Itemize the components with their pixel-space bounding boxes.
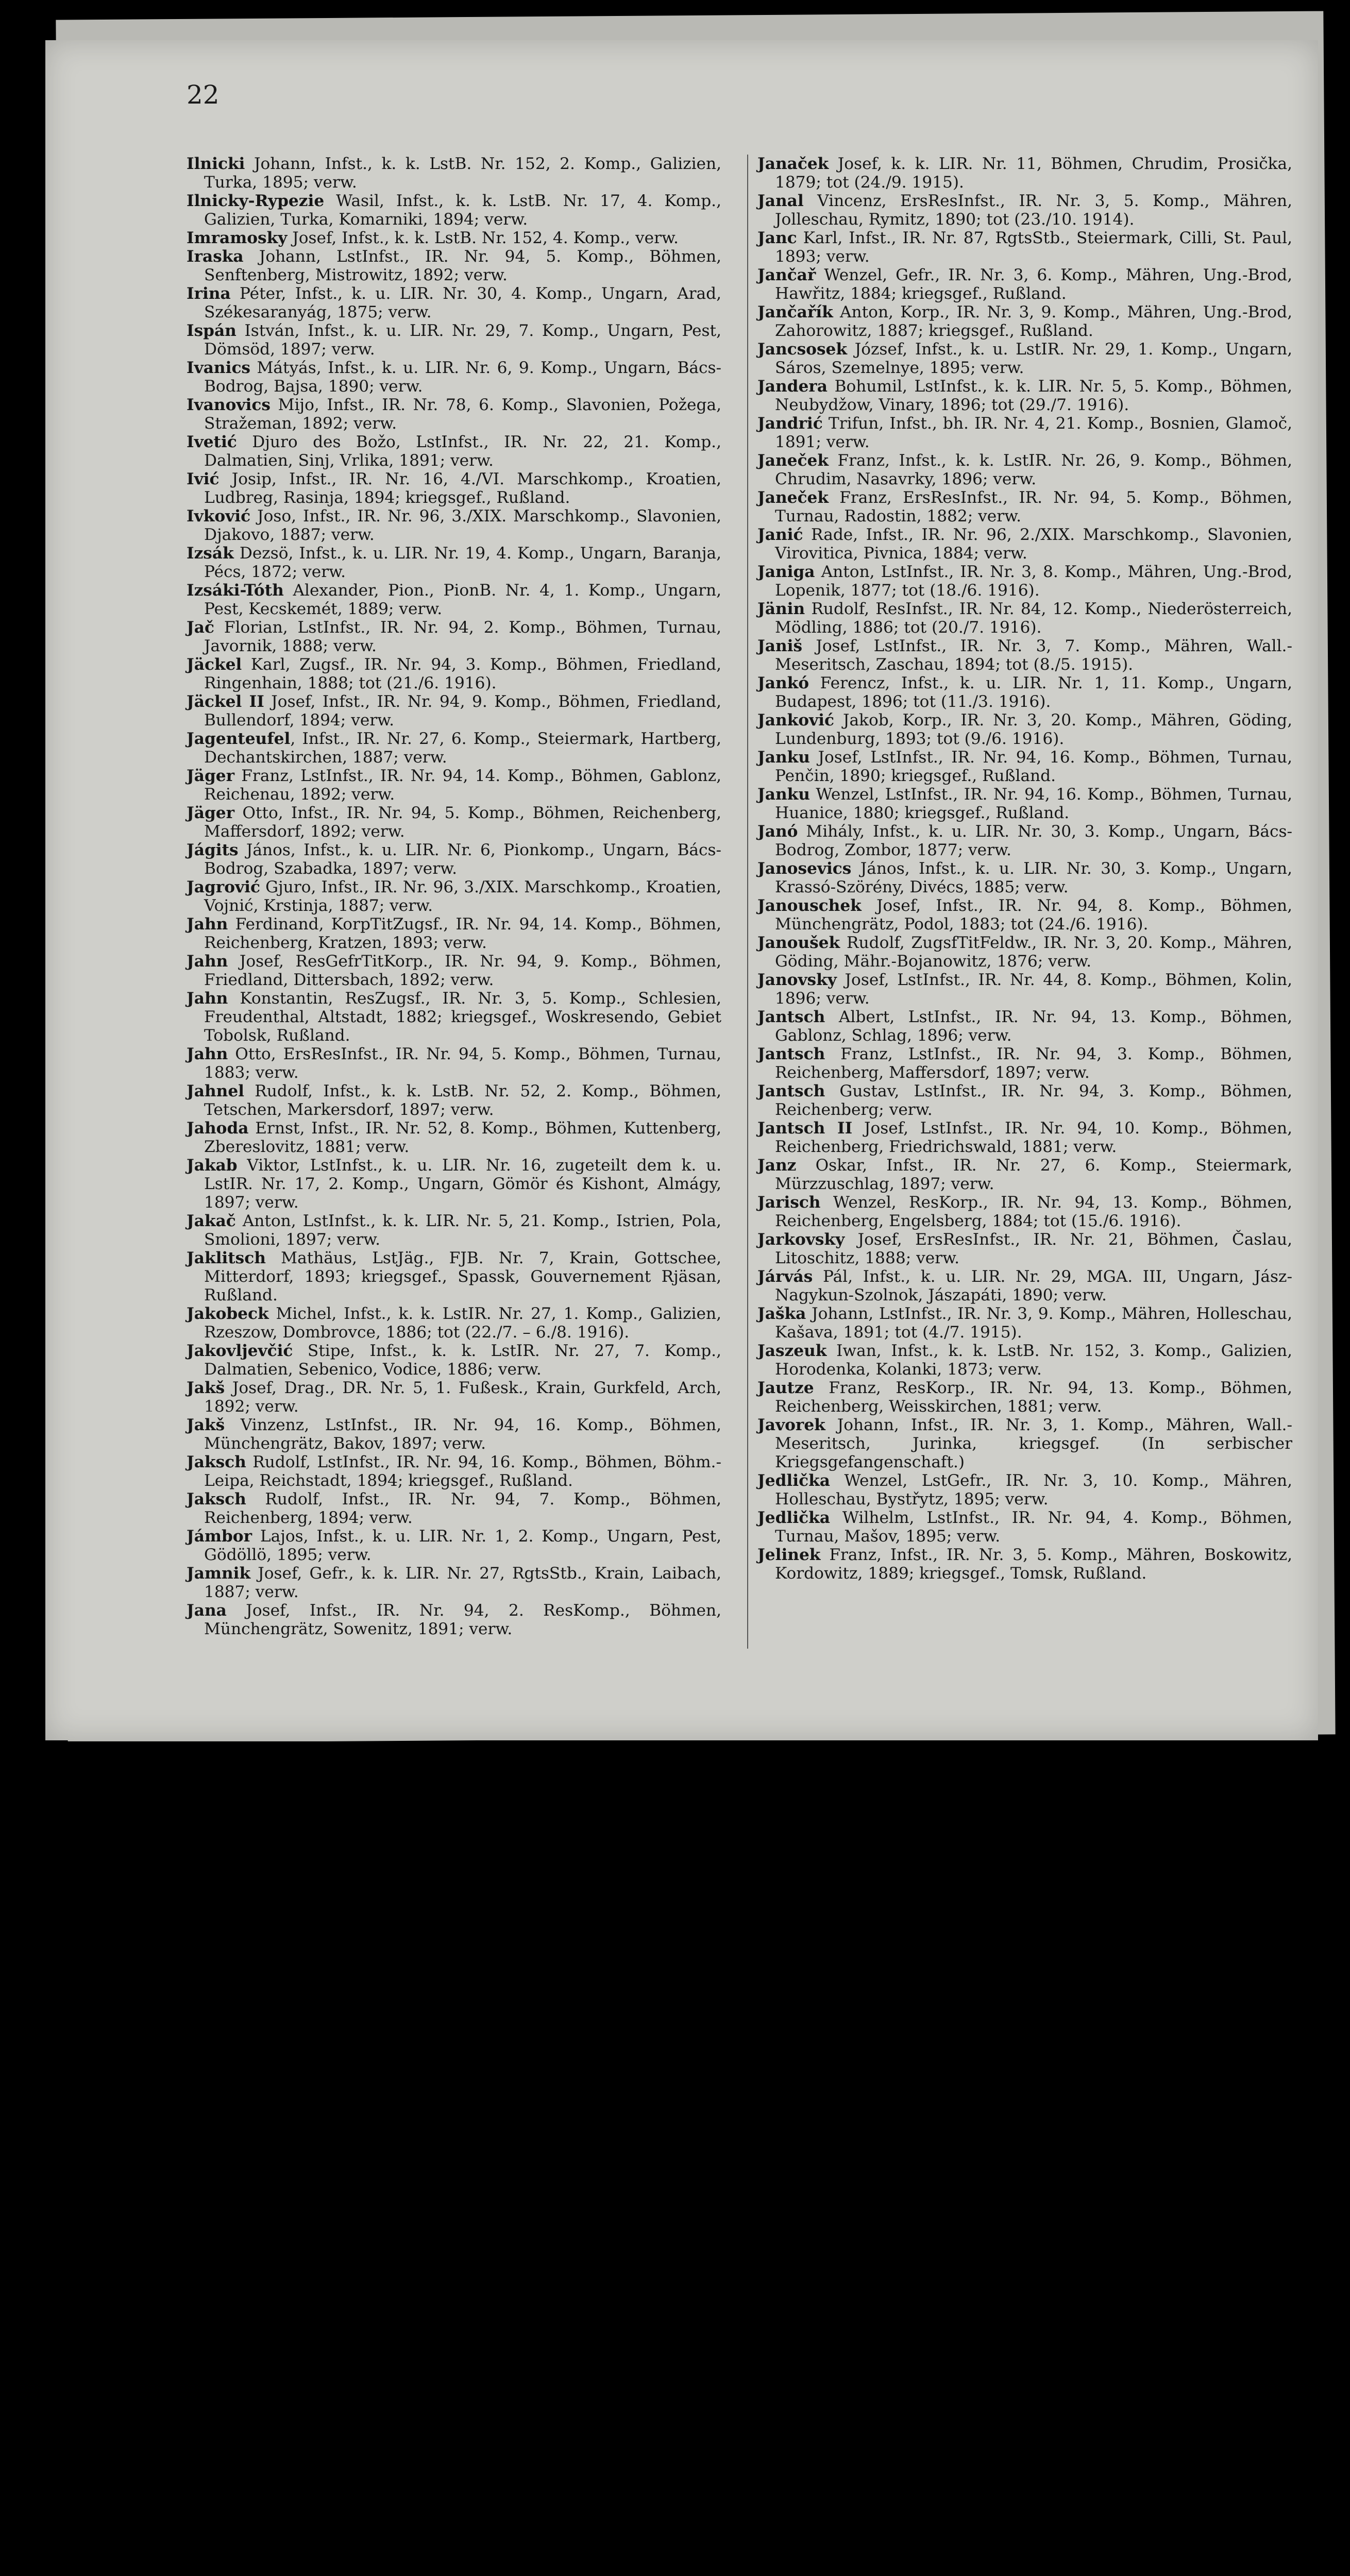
entry-surname: Jandera xyxy=(757,377,828,396)
entry-surname: Janeček xyxy=(757,451,829,470)
entry-details: Johann, Infst., IR. Nr. 3, 1. Komp., Mähren, Wall.-Meseritsch, Jurinka, kriegsgef. (In serbischer Kriegsgefangenschaft.) xyxy=(775,1416,1292,1471)
register-entry xyxy=(187,841,721,878)
entry-surname: Jač xyxy=(187,618,214,637)
entry-surname: Ivić xyxy=(187,470,220,488)
entry-details: Oskar, Infst., IR. Nr. 27, 6. Komp., Steiermark, Mürzzuschlag, 1897; verw. xyxy=(775,1156,1292,1193)
register-entry xyxy=(187,1156,721,1212)
entry-details: Josef, Infst., IR. Nr. 94, 9. Komp., Böhmen, Friedland, Bullendorf, 1894; verw. xyxy=(204,692,722,730)
register-entry xyxy=(757,303,1292,340)
register-entry xyxy=(187,1045,721,1082)
entry-details: Trifun, Infst., bh. IR. Nr. 4, 21. Komp., Bosnien, Glamoč, 1891; verw. xyxy=(775,414,1292,451)
entry-details: Vincenz, ErsResInfst., IR. Nr. 3, 5. Komp., Mähren, Jolleschau, Rymitz, 1890; tot (23./10. 1914). xyxy=(775,192,1292,229)
entry-surname: Jankó xyxy=(757,674,809,692)
entry-details: Vinzenz, LstInfst., IR. Nr. 94, 16. Komp., Böhmen, Münchengrätz, Bakov, 1897; verw. xyxy=(204,1416,721,1453)
entry-details: Otto, Infst., IR. Nr. 94, 5. Komp., Böhmen, Reichenberg, Maffersdorf, 1892; verw. xyxy=(204,804,721,841)
page-number: 22 xyxy=(187,80,220,110)
register-entry xyxy=(757,451,1292,488)
entry-details: Michel, Infst., k. k. LstIR. Nr. 27, 1. Komp., Galizien, Rzeszow, Dombrovce, 1886; tot (22./7. – 6./8. 1916). xyxy=(204,1304,721,1342)
entry-details: Rade, Infst., IR. Nr. 96, 2./XIX. Marschkomp., Slavonien, Virovitica, Pivnica, 1884; verw. xyxy=(775,526,1292,563)
register-entry xyxy=(187,470,721,507)
entry-surname: Irina xyxy=(187,284,231,303)
entry-surname: Jakobeck xyxy=(187,1304,269,1323)
register-entry xyxy=(187,321,721,359)
entry-surname: Javorek xyxy=(757,1416,825,1434)
entry-surname: Jedlička xyxy=(757,1509,830,1527)
entry-surname: Jäger xyxy=(187,804,235,822)
register-entry xyxy=(187,730,721,767)
entry-surname: Jaksch xyxy=(187,1490,246,1509)
register-entry xyxy=(187,989,721,1045)
register-entry xyxy=(757,600,1292,637)
register-entry xyxy=(757,414,1292,451)
entry-details: Josef, Infst., IR. Nr. 94, 8. Komp., Böhmen, Münchengrätz, Podol, 1883; tot (24./6. 1916). xyxy=(775,896,1292,934)
entry-details: Mathäus, LstJäg., FJB. Nr. 7, Krain, Gottschee, Mitterdorf, 1893; kriegsgef., Spassk, Gouvernement Rjäsan, Rußland. xyxy=(204,1249,721,1304)
entry-details: Franz, LstInfst., IR. Nr. 94, 14. Komp., Böhmen, Gablonz, Reichenau, 1892; verw. xyxy=(204,767,721,804)
entry-surname: Jaszeuk xyxy=(757,1342,827,1360)
entry-details: Stipe, Infst., k. k. LstIR. Nr. 27, 7. Komp., Dalmatien, Sebenico, Vodice, 1886; verw. xyxy=(204,1342,721,1379)
entry-details: Franz, LstInfst., IR. Nr. 94, 3. Komp., Böhmen, Reichenberg, Maffersdorf, 1897; verw. xyxy=(775,1045,1292,1082)
entry-details: Péter, Infst., k. u. LIR. Nr. 30, 4. Komp., Ungarn, Arad, Székesaranyág, 1875; verw. xyxy=(204,284,721,321)
register-entry xyxy=(757,859,1292,896)
register-entry xyxy=(187,1527,721,1564)
entry-details: Johann, LstInfst., IR. Nr. 3, 9. Komp., Mähren, Holleschau, Kašava, 1891; tot (4./7. 1915). xyxy=(775,1304,1292,1342)
entry-surname: Jágits xyxy=(187,841,239,859)
entry-surname: Jaška xyxy=(757,1304,806,1323)
entry-surname: Ivković xyxy=(187,507,251,526)
entry-details: Wenzel, LstGefr., IR. Nr. 3, 10. Komp., Mähren, Holleschau, Bystřytz, 1895; verw. xyxy=(775,1471,1292,1509)
register-entry xyxy=(187,1601,721,1638)
entry-surname: Jandrić xyxy=(757,414,823,433)
register-entry xyxy=(757,526,1292,563)
entry-surname: Jänin xyxy=(757,600,805,618)
register-entry xyxy=(757,563,1292,600)
entry-surname: Jäckel xyxy=(187,655,242,674)
entry-details: Franz, Infst., k. k. LstIR. Nr. 26, 9. Komp., Böhmen, Chrudim, Nasavrky, 1896; verw. xyxy=(775,451,1292,488)
entry-surname: Janal xyxy=(757,192,804,210)
entry-surname: Izsáki-Tóth xyxy=(187,581,284,600)
entry-surname: Janoušek xyxy=(757,934,840,952)
entry-surname: Ispán xyxy=(187,321,237,340)
entry-details: Viktor, LstInfst., k. u. LIR. Nr. 16, zugeteilt dem k. u. LstIR. Nr. 17, 2. Komp., Ungarn, Gömör és Kishont, Almágy, 1897; verw. xyxy=(204,1156,721,1212)
entry-details: Mijo, Infst., IR. Nr. 78, 6. Komp., Slavonien, Požega, Stražeman, 1892; verw. xyxy=(204,396,721,433)
entry-surname: Jamnik xyxy=(187,1564,251,1583)
entry-surname: Janiš xyxy=(757,637,803,655)
entry-details: Josef, LstInfst., IR. Nr. 94, 10. Komp., Böhmen, Reichenberg, Friedrichswald, 1881; verw. xyxy=(775,1119,1292,1156)
register-entry xyxy=(757,377,1292,414)
register-entry xyxy=(757,340,1292,377)
entry-surname: Jantsch II xyxy=(757,1119,853,1138)
entry-surname: Jantsch xyxy=(757,1008,825,1026)
register-entry xyxy=(757,674,1292,711)
entry-details: József, Infst., k. u. LstIR. Nr. 29, 1. Komp., Ungarn, Sáros, Szemelnye, 1895; verw. xyxy=(775,340,1292,377)
entry-details: Iwan, Infst., k. k. LstB. Nr. 152, 3. Komp., Galizien, Horodenka, Kolanki, 1873; verw. xyxy=(775,1342,1292,1379)
entry-details: Rudolf, LstInfst., IR. Nr. 94, 16. Komp., Böhmen, Böhm.-Leipa, Reichstadt, 1894; kriegsgef., Rußland. xyxy=(204,1453,721,1490)
entry-details: Karl, Zugsf., IR. Nr. 94, 3. Komp., Böhmen, Friedland, Ringenhain, 1888; tot (21./6. 1916). xyxy=(204,655,721,692)
register-entry xyxy=(757,192,1292,229)
entry-surname: Jámbor xyxy=(187,1527,252,1546)
entry-surname: Jarkovsky xyxy=(757,1230,845,1249)
entry-details: Rudolf, Infst., k. k. LstB. Nr. 52, 2. Komp., Böhmen, Tetschen, Markersdorf, 1897; verw. xyxy=(204,1082,721,1119)
entry-details: Franz, ErsResInfst., IR. Nr. 94, 5. Komp., Böhmen, Turnau, Radostin, 1882; verw. xyxy=(775,488,1292,526)
register-entry xyxy=(757,934,1292,971)
register-entry xyxy=(187,155,721,192)
entry-details: Anton, Korp., IR. Nr. 3, 9. Komp., Mähren, Ung.-Brod, Zahorowitz, 1887; kriegsgef., Rußland. xyxy=(775,303,1292,340)
register-entry xyxy=(187,804,721,841)
register-entry xyxy=(757,1082,1292,1119)
entry-surname: Jancsosek xyxy=(757,340,847,359)
register-entry xyxy=(757,896,1292,934)
entry-details: Franz, Infst., IR. Nr. 3, 5. Komp., Mähren, Boskowitz, Kordowitz, 1889; kriegsgef., Tomsk, Rußland. xyxy=(775,1546,1292,1583)
entry-details: Johann, LstInfst., IR. Nr. 94, 5. Komp., Böhmen, Senftenberg, Mistrowitz, 1892; verw. xyxy=(204,247,721,284)
entry-surname: Ivanics xyxy=(187,359,250,377)
register-entry xyxy=(757,1156,1292,1193)
register-entry xyxy=(187,581,721,618)
entry-surname: Jakš xyxy=(187,1416,225,1434)
entry-surname: Imramosky xyxy=(187,229,288,247)
entry-surname: Janković xyxy=(757,711,835,730)
entry-details: Anton, LstInfst., k. k. LIR. Nr. 5, 21. Komp., Istrien, Pola, Smolioni, 1897; verw. xyxy=(204,1212,721,1249)
entry-surname: Jakovljevčić xyxy=(187,1342,293,1360)
entry-details: Wasil, Infst., k. k. LstB. Nr. 17, 4. Komp., Galizien, Turka, Komarniki, 1894; verw. xyxy=(204,192,721,229)
register-entry xyxy=(757,266,1292,303)
entry-details: Josef, Gefr., k. k. LIR. Nr. 27, RgtsStb., Krain, Laibach, 1887; verw. xyxy=(204,1564,721,1601)
register-entry xyxy=(187,915,721,952)
entry-details: , Infst., IR. Nr. 27, 6. Komp., Steiermark, Hartberg, Dechantskirchen, 1887; verw. xyxy=(204,730,721,767)
register-entry xyxy=(757,785,1292,822)
entry-details: Josef, k. k. LIR. Nr. 11, Böhmen, Chrudim, Prosička, 1879; tot (24./9. 1915). xyxy=(775,155,1292,192)
entry-details: Josip, Infst., IR. Nr. 16, 4./VI. Marschkomp., Kroatien, Ludbreg, Rasinja, 1894; kriegsgef., Rußland. xyxy=(204,470,721,507)
entry-details: János, Infst., k. u. LIR. Nr. 30, 3. Komp., Ungarn, Krassó-Szörény, Divécs, 1885; verw. xyxy=(775,859,1292,896)
entry-surname: Ivetić xyxy=(187,433,237,451)
entry-surname: Jäger xyxy=(187,767,235,785)
entry-surname: Jelinek xyxy=(757,1546,821,1564)
entry-details: Wilhelm, LstInfst., IR. Nr. 94, 4. Komp., Böhmen, Turnau, Mašov, 1895; verw. xyxy=(775,1509,1292,1546)
entry-details: Josef, LstInfst., IR. Nr. 94, 16. Komp., Böhmen, Turnau, Penčin, 1890; kriegsgef., Rußland. xyxy=(775,748,1292,785)
entry-details: Rudolf, Infst., IR. Nr. 94, 7. Komp., Böhmen, Reichenberg, 1894; verw. xyxy=(204,1490,721,1527)
entry-surname: Janaček xyxy=(757,155,829,173)
entry-details: Gustav, LstInfst., IR. Nr. 94, 3. Komp., Böhmen, Reichenberg; verw. xyxy=(775,1082,1292,1119)
entry-details: Wenzel, Gefr., IR. Nr. 3, 6. Komp., Mähren, Ung.-Brod, Hawřitz, 1884; kriegsgef., Rußland. xyxy=(775,266,1292,303)
register-entry xyxy=(187,618,721,655)
register-entry xyxy=(187,359,721,396)
register-entry xyxy=(757,1471,1292,1509)
register-entry xyxy=(187,1342,721,1379)
entry-surname: Jautze xyxy=(757,1379,814,1397)
entry-surname: Jančař xyxy=(757,266,816,284)
entry-details: Pál, Infst., k. u. LIR. Nr. 29, MGA. III, Ungarn, Jász-Nagykun-Szolnok, Jászapáti, 1890; verw. xyxy=(775,1267,1292,1304)
entry-details: Lajos, Infst., k. u. LIR. Nr. 1, 2. Komp., Ungarn, Pest, Gödöllö, 1895; verw. xyxy=(204,1527,721,1564)
entry-details: Wenzel, ResKorp., IR. Nr. 94, 13. Komp., Böhmen, Reichenberg, Engelsberg, 1884; tot (15./6. 1916). xyxy=(775,1193,1292,1230)
entry-details: Ernst, Infst., IR. Nr. 52, 8. Komp., Böhmen, Kuttenberg, Zbereslovitz, 1881; verw. xyxy=(204,1119,721,1156)
register-entry xyxy=(187,433,721,470)
entry-details: Gjuro, Infst., IR. Nr. 96, 3./XIX. Marschkomp., Kroatien, Vojnić, Krstinja, 1887; verw. xyxy=(204,878,721,915)
register-entry xyxy=(187,1119,721,1156)
entry-surname: Ilnicki xyxy=(187,155,245,173)
entry-surname: Járvás xyxy=(757,1267,813,1286)
entry-surname: Ivanovics xyxy=(187,396,271,414)
entry-details: Jakob, Korp., IR. Nr. 3, 20. Komp., Mähren, Göding, Lundenburg, 1893; tot (9./6. 1916). xyxy=(775,711,1292,748)
entry-details: János, Infst., k. u. LIR. Nr. 6, Pionkomp., Ungarn, Bács-Bodrog, Szabadka, 1897; verw. xyxy=(204,841,721,878)
entry-surname: Jahn xyxy=(187,952,228,971)
register-entry xyxy=(187,767,721,804)
entry-surname: Janeček xyxy=(757,488,829,507)
entry-details: Florian, LstInfst., IR. Nr. 94, 2. Komp., Böhmen, Turnau, Javornik, 1888; verw. xyxy=(204,618,721,655)
entry-details: Albert, LstInfst., IR. Nr. 94, 13. Komp., Böhmen, Gablonz, Schlag, 1896; verw. xyxy=(775,1008,1292,1045)
entry-details: Josef, Drag., DR. Nr. 5, 1. Fußesk., Krain, Gurkfeld, Arch, 1892; verw. xyxy=(204,1379,721,1416)
register-entry xyxy=(757,1509,1292,1546)
entry-surname: Janosevics xyxy=(757,859,852,878)
column-divider xyxy=(747,155,748,1649)
register-entry xyxy=(187,229,721,247)
entry-surname: Jantsch xyxy=(757,1045,825,1063)
entry-details: Alexander, Pion., PionB. Nr. 4, 1. Komp., Ungarn, Pest, Kecskemét, 1889; verw. xyxy=(204,581,721,618)
entry-details: Anton, LstInfst., IR. Nr. 3, 8. Komp., Mähren, Ung.-Brod, Lopenik, 1877; tot (18./6. 1916). xyxy=(775,563,1292,600)
register-entry xyxy=(187,284,721,321)
register-entry xyxy=(757,748,1292,785)
register-entry xyxy=(187,1082,721,1119)
entry-details: Johann, Infst., k. k. LstB. Nr. 152, 2. Komp., Galizien, Turka, 1895; verw. xyxy=(204,155,721,192)
entry-surname: Izsák xyxy=(187,544,234,563)
register-entry xyxy=(187,1453,721,1490)
left-column xyxy=(187,155,721,1638)
register-entry xyxy=(757,971,1292,1008)
entry-details: Karl, Infst., IR. Nr. 87, RgtsStb., Steiermark, Cilli, St. Paul, 1893; verw. xyxy=(775,229,1292,266)
register-entry xyxy=(757,1267,1292,1304)
register-entry xyxy=(187,1304,721,1342)
entry-details: Mihály, Infst., k. u. LIR. Nr. 30, 3. Komp., Ungarn, Bács-Bodrog, Zombor, 1877; verw. xyxy=(775,822,1292,859)
right-column xyxy=(757,155,1292,1583)
entry-details: Josef, LstInfst., IR. Nr. 44, 8. Komp., Böhmen, Kolin, 1896; verw. xyxy=(775,971,1292,1008)
register-entry xyxy=(187,507,721,544)
entry-details: Djuro des Božo, LstInfst., IR. Nr. 22, 21. Komp., Dalmatien, Sinj, Vrlika, 1891; verw. xyxy=(204,433,721,470)
entry-details: Franz, ResKorp., IR. Nr. 94, 13. Komp., Böhmen, Reichenberg, Weisskirchen, 1881; verw. xyxy=(775,1379,1292,1416)
entry-surname: Jaksch xyxy=(187,1453,246,1471)
entry-surname: Jakač xyxy=(187,1212,236,1230)
entry-surname: Janiga xyxy=(757,563,815,581)
entry-details: Ferencz, Infst., k. u. LIR. Nr. 1, 11. Komp., Ungarn, Budapest, 1896; tot (11./3. 1916). xyxy=(775,674,1292,711)
entry-surname: Jahnel xyxy=(187,1082,245,1100)
register-entry xyxy=(757,155,1292,192)
entry-surname: Iraska xyxy=(187,247,244,266)
register-entry xyxy=(187,544,721,581)
entry-surname: Jakš xyxy=(187,1379,225,1397)
register-entry xyxy=(757,1119,1292,1156)
entry-surname: Janc xyxy=(757,229,797,247)
register-entry xyxy=(757,822,1292,859)
entry-surname: Jančařík xyxy=(757,303,833,321)
register-entry xyxy=(187,1212,721,1249)
register-entry xyxy=(187,692,721,730)
entry-surname: Jahn xyxy=(187,989,228,1008)
register-entry xyxy=(187,1490,721,1527)
register-entry xyxy=(757,229,1292,266)
entry-surname: Janouschek xyxy=(757,896,862,915)
register-entry xyxy=(187,1379,721,1416)
register-entry xyxy=(757,1045,1292,1082)
register-entry xyxy=(187,952,721,989)
register-entry xyxy=(757,1342,1292,1379)
register-entry xyxy=(757,637,1292,674)
register-entry xyxy=(187,1249,721,1304)
entry-details: Mátyás, Infst., k. u. LIR. Nr. 6, 9. Komp., Ungarn, Bács-Bodrog, Bajsa, 1890; verw. xyxy=(204,359,721,396)
entry-details: Dezsö, Infst., k. u. LIR. Nr. 19, 4. Komp., Ungarn, Baranja, Pécs, 1872; verw. xyxy=(204,544,721,581)
entry-surname: Janić xyxy=(757,526,803,544)
entry-surname: Janku xyxy=(757,785,810,804)
entry-details: Josef, Infst., k. k. LstB. Nr. 152, 4. Komp., verw. xyxy=(287,229,679,247)
entry-details: Wenzel, LstInfst., IR. Nr. 94, 16. Komp., Böhmen, Turnau, Huanice, 1880; kriegsgef., Rußland. xyxy=(775,785,1292,822)
entry-surname: Jantsch xyxy=(757,1082,825,1100)
entry-details: Ferdinand, KorpTitZugsf., IR. Nr. 94, 14. Komp., Böhmen, Reichenberg, Kratzen, 1893; verw. xyxy=(204,915,721,952)
entry-surname: Jahn xyxy=(187,915,228,934)
entry-surname: Jarisch xyxy=(757,1193,821,1212)
entry-surname: Janovsky xyxy=(757,971,837,989)
register-entry xyxy=(757,1193,1292,1230)
entry-surname: Jäckel II xyxy=(187,692,264,711)
register-entry xyxy=(187,1564,721,1601)
entry-surname: Jagenteufel xyxy=(187,730,291,748)
register-entry xyxy=(757,488,1292,526)
entry-details: Josef, ResGefrTitKorp., IR. Nr. 94, 9. Komp., Böhmen, Friedland, Dittersbach, 1892; verw. xyxy=(204,952,721,989)
register-entry xyxy=(757,1304,1292,1342)
entry-surname: Jedlička xyxy=(757,1471,830,1490)
entry-surname: Ilnicky-Rypezie xyxy=(187,192,325,210)
register-entry xyxy=(757,1546,1292,1583)
register-entry xyxy=(187,655,721,692)
entry-details: Josef, Infst., IR. Nr. 94, 2. ResKomp., Böhmen, Münchengrätz, Sowenitz, 1891; verw. xyxy=(204,1601,721,1638)
entry-surname: Jagrović xyxy=(187,878,260,896)
entry-surname: Jaklitsch xyxy=(187,1249,266,1267)
entry-details: Rudolf, ResInfst., IR. Nr. 84, 12. Komp., Niederösterreich, Mödling, 1886; tot (20./7. 1916). xyxy=(775,600,1292,637)
entry-surname: Jana xyxy=(187,1601,227,1620)
entry-details: Bohumil, LstInfst., k. k. LIR. Nr. 5, 5. Komp., Böhmen, Neubydžow, Vinary, 1896; tot (29./7. 1916). xyxy=(775,377,1292,414)
entry-details: Rudolf, ZugsfTitFeldw., IR. Nr. 3, 20. Komp., Mähren, Göding, Mähr.-Bojanowitz, 1876; verw. xyxy=(775,934,1292,971)
register-entry xyxy=(757,1008,1292,1045)
entry-details: Josef, ErsResInfst., IR. Nr. 21, Böhmen, Časlau, Litoschitz, 1888; verw. xyxy=(775,1230,1292,1267)
register-entry xyxy=(187,1416,721,1453)
viewer-footer xyxy=(0,1741,1350,1854)
entry-details: Josef, LstInfst., IR. Nr. 3, 7. Komp., Mähren, Wall.-Meseritsch, Zaschau, 1894; tot (8./5. 1915). xyxy=(775,637,1292,674)
register-entry xyxy=(187,878,721,915)
entry-details: Joso, Infst., IR. Nr. 96, 3./XIX. Marschkomp., Slavonien, Djakovo, 1887; verw. xyxy=(204,507,721,544)
entry-details: Konstantin, ResZugsf., IR. Nr. 3, 5. Komp., Schlesien, Freudenthal, Altstadt, 1882; kriegsgef., Woskresendo, Gebiet Tobolsk, Rußland. xyxy=(204,989,721,1045)
register-entry xyxy=(187,247,721,284)
entry-surname: Janku xyxy=(757,748,810,767)
register-entry xyxy=(757,1379,1292,1416)
register-entry xyxy=(757,1416,1292,1471)
entry-surname: Jahn xyxy=(187,1045,228,1063)
entry-surname: Jahoda xyxy=(187,1119,249,1138)
register-entry xyxy=(757,1230,1292,1267)
entry-details: István, Infst., k. u. LIR. Nr. 29, 7. Komp., Ungarn, Pest, Dömsöd, 1897; verw. xyxy=(204,321,721,359)
register-entry xyxy=(187,192,721,229)
entry-surname: Jakab xyxy=(187,1156,238,1175)
entry-surname: Janó xyxy=(757,822,798,841)
entry-surname: Janz xyxy=(757,1156,797,1175)
entry-details: Otto, ErsResInfst., IR. Nr. 94, 5. Komp., Böhmen, Turnau, 1883; verw. xyxy=(204,1045,721,1082)
register-entry xyxy=(757,711,1292,748)
register-entry xyxy=(187,396,721,433)
